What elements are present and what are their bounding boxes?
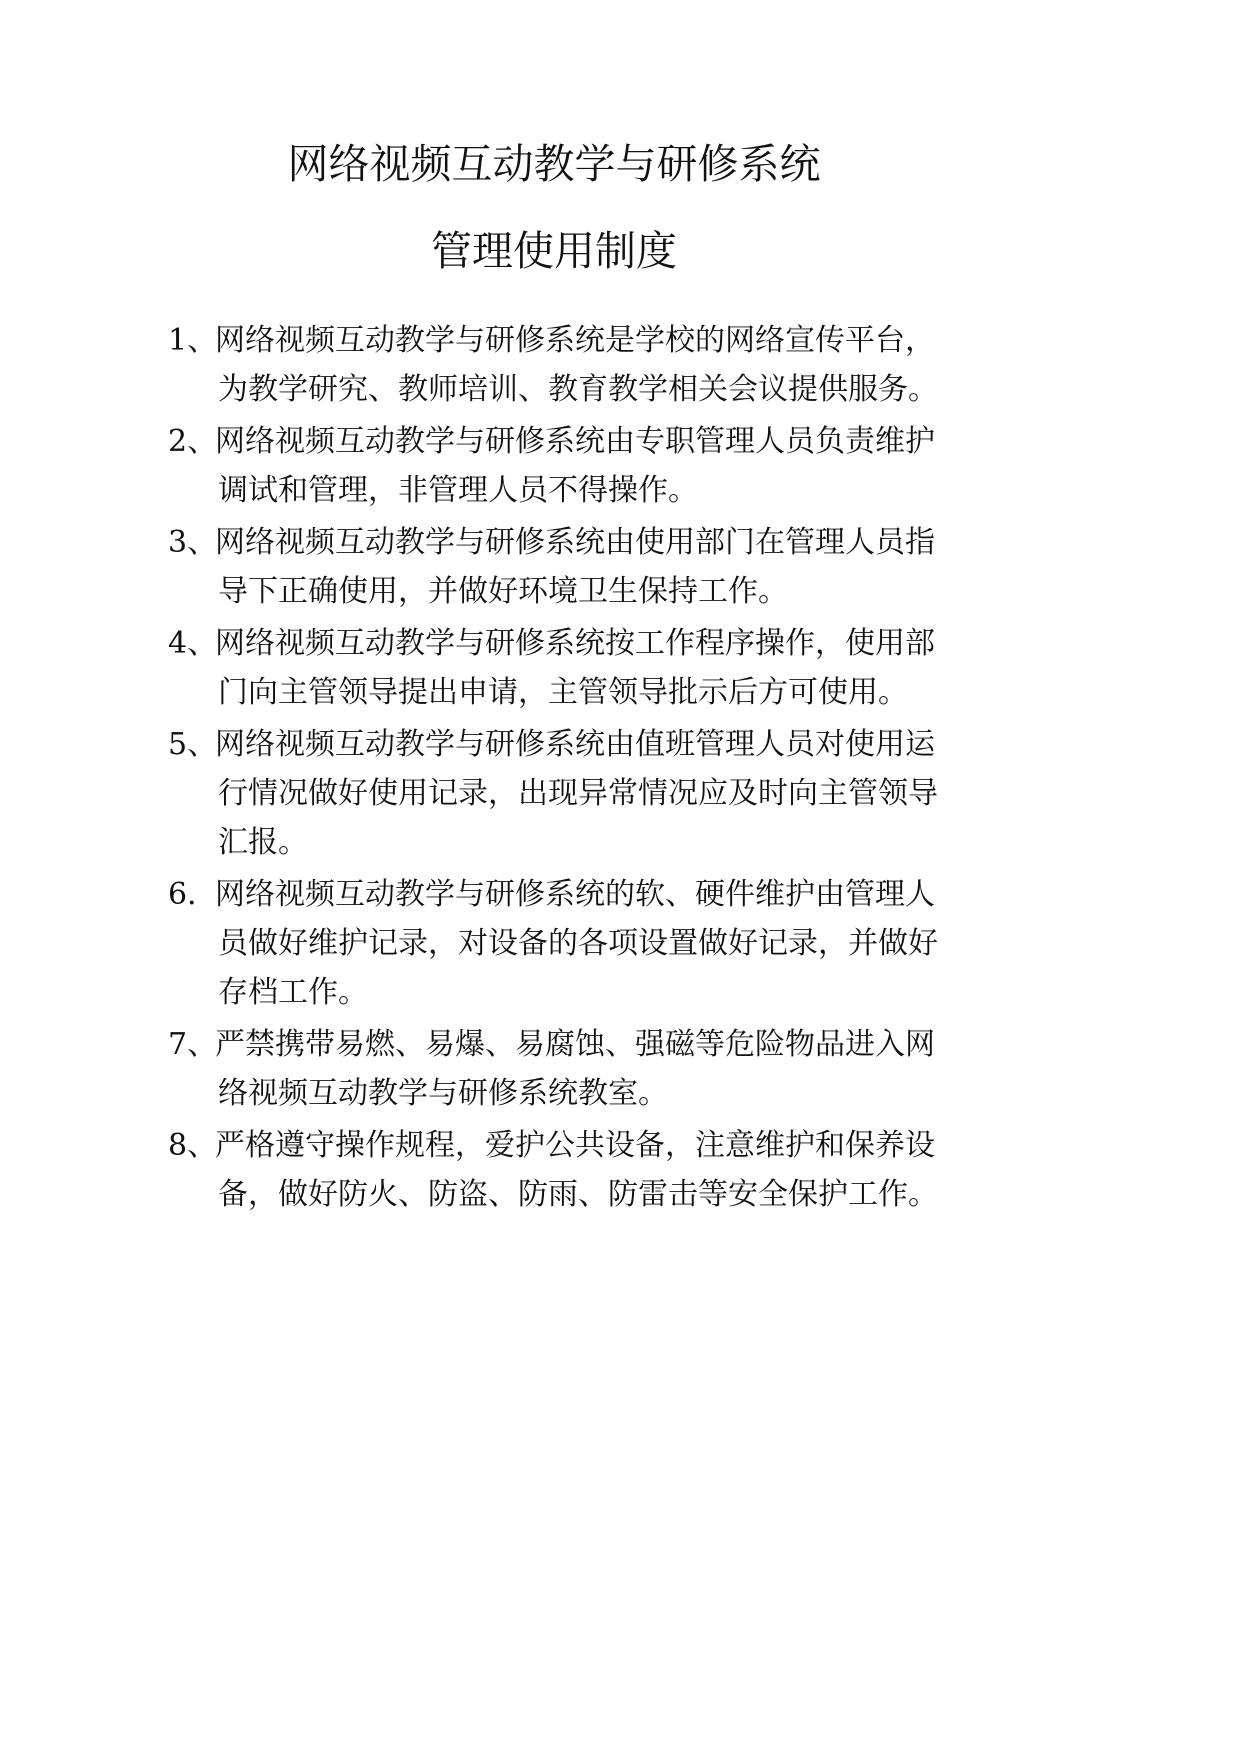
rule-item-2 bbox=[168, 417, 968, 515]
rule-number: 4、 bbox=[168, 626, 218, 661]
rule-line bbox=[168, 1121, 968, 1170]
rule-text: 网络视频互动教学与研修系统由专职管理人员负责维护 bbox=[215, 424, 935, 459]
rule-text: 络视频互动教学与研修系统教室。 bbox=[218, 1076, 668, 1111]
rule-text: 为教学研究、教师培训、教育教学相关会议提供服务。 bbox=[218, 372, 938, 407]
rule-number: 5、 bbox=[168, 727, 218, 762]
rule-text: 网络视频互动教学与研修系统的软、硬件维护由管理人 bbox=[215, 877, 935, 912]
rule-text: 严禁携带易燃、易爆、易腐蚀、强磁等危险物品进入网 bbox=[215, 1027, 935, 1062]
rule-item-3 bbox=[168, 518, 968, 616]
rule-item-5 bbox=[168, 720, 968, 867]
rule-text: 网络视频互动教学与研修系统由值班管理人员对使用运 bbox=[215, 727, 935, 762]
rule-number: 6． bbox=[168, 877, 218, 912]
rule-text: 员做好维护记录，对设备的各项设置做好记录，并做好 bbox=[218, 926, 938, 961]
rule-text: 严格遵守操作规程，爱护公共设备，注意维护和保养设 bbox=[215, 1128, 935, 1163]
rule-number: 1、 bbox=[168, 323, 218, 358]
rule-number: 8、 bbox=[168, 1128, 218, 1163]
rule-text: 行情况做好使用记录，出现异常情况应及时向主管领导 bbox=[218, 776, 938, 811]
rule-text: 网络视频互动教学与研修系统是学校的网络宣传平台， bbox=[215, 323, 935, 358]
rule-text: 网络视频互动教学与研修系统按工作程序操作，使用部 bbox=[215, 626, 935, 661]
rule-text: 调试和管理，非管理人员不得操作。 bbox=[218, 473, 698, 508]
rule-item-4 bbox=[168, 619, 968, 717]
rule-text: 网络视频互动教学与研修系统由使用部门在管理人员指 bbox=[215, 525, 935, 560]
rule-line bbox=[168, 1020, 968, 1069]
rule-line bbox=[168, 720, 968, 769]
rule-text: 汇报。 bbox=[218, 825, 308, 860]
rule-number: 3、 bbox=[168, 525, 218, 560]
rule-line bbox=[168, 619, 968, 668]
rule-number: 2、 bbox=[168, 424, 218, 459]
document-title: 网络视频互动教学与研修系统 bbox=[287, 140, 821, 188]
rule-line bbox=[168, 870, 968, 919]
rule-text: 存档工作。 bbox=[218, 975, 368, 1010]
rule-line bbox=[168, 417, 968, 466]
rules-list bbox=[168, 316, 968, 1219]
rule-line bbox=[168, 518, 968, 567]
rule-item-1 bbox=[168, 316, 968, 414]
rule-item-6 bbox=[168, 870, 968, 1017]
rule-text: 导下正确使用，并做好环境卫生保持工作。 bbox=[218, 574, 788, 609]
rule-text: 备，做好防火、防盗、防雨、防雷击等安全保护工作。 bbox=[218, 1177, 938, 1212]
rule-number: 7、 bbox=[168, 1027, 218, 1062]
rule-item-7 bbox=[168, 1020, 968, 1118]
rule-item-8 bbox=[168, 1121, 968, 1219]
rule-line bbox=[168, 316, 968, 365]
document-subtitle: 管理使用制度 bbox=[431, 227, 677, 275]
rule-text: 门向主管领导提出申请，主管领导批示后方可使用。 bbox=[218, 675, 908, 710]
